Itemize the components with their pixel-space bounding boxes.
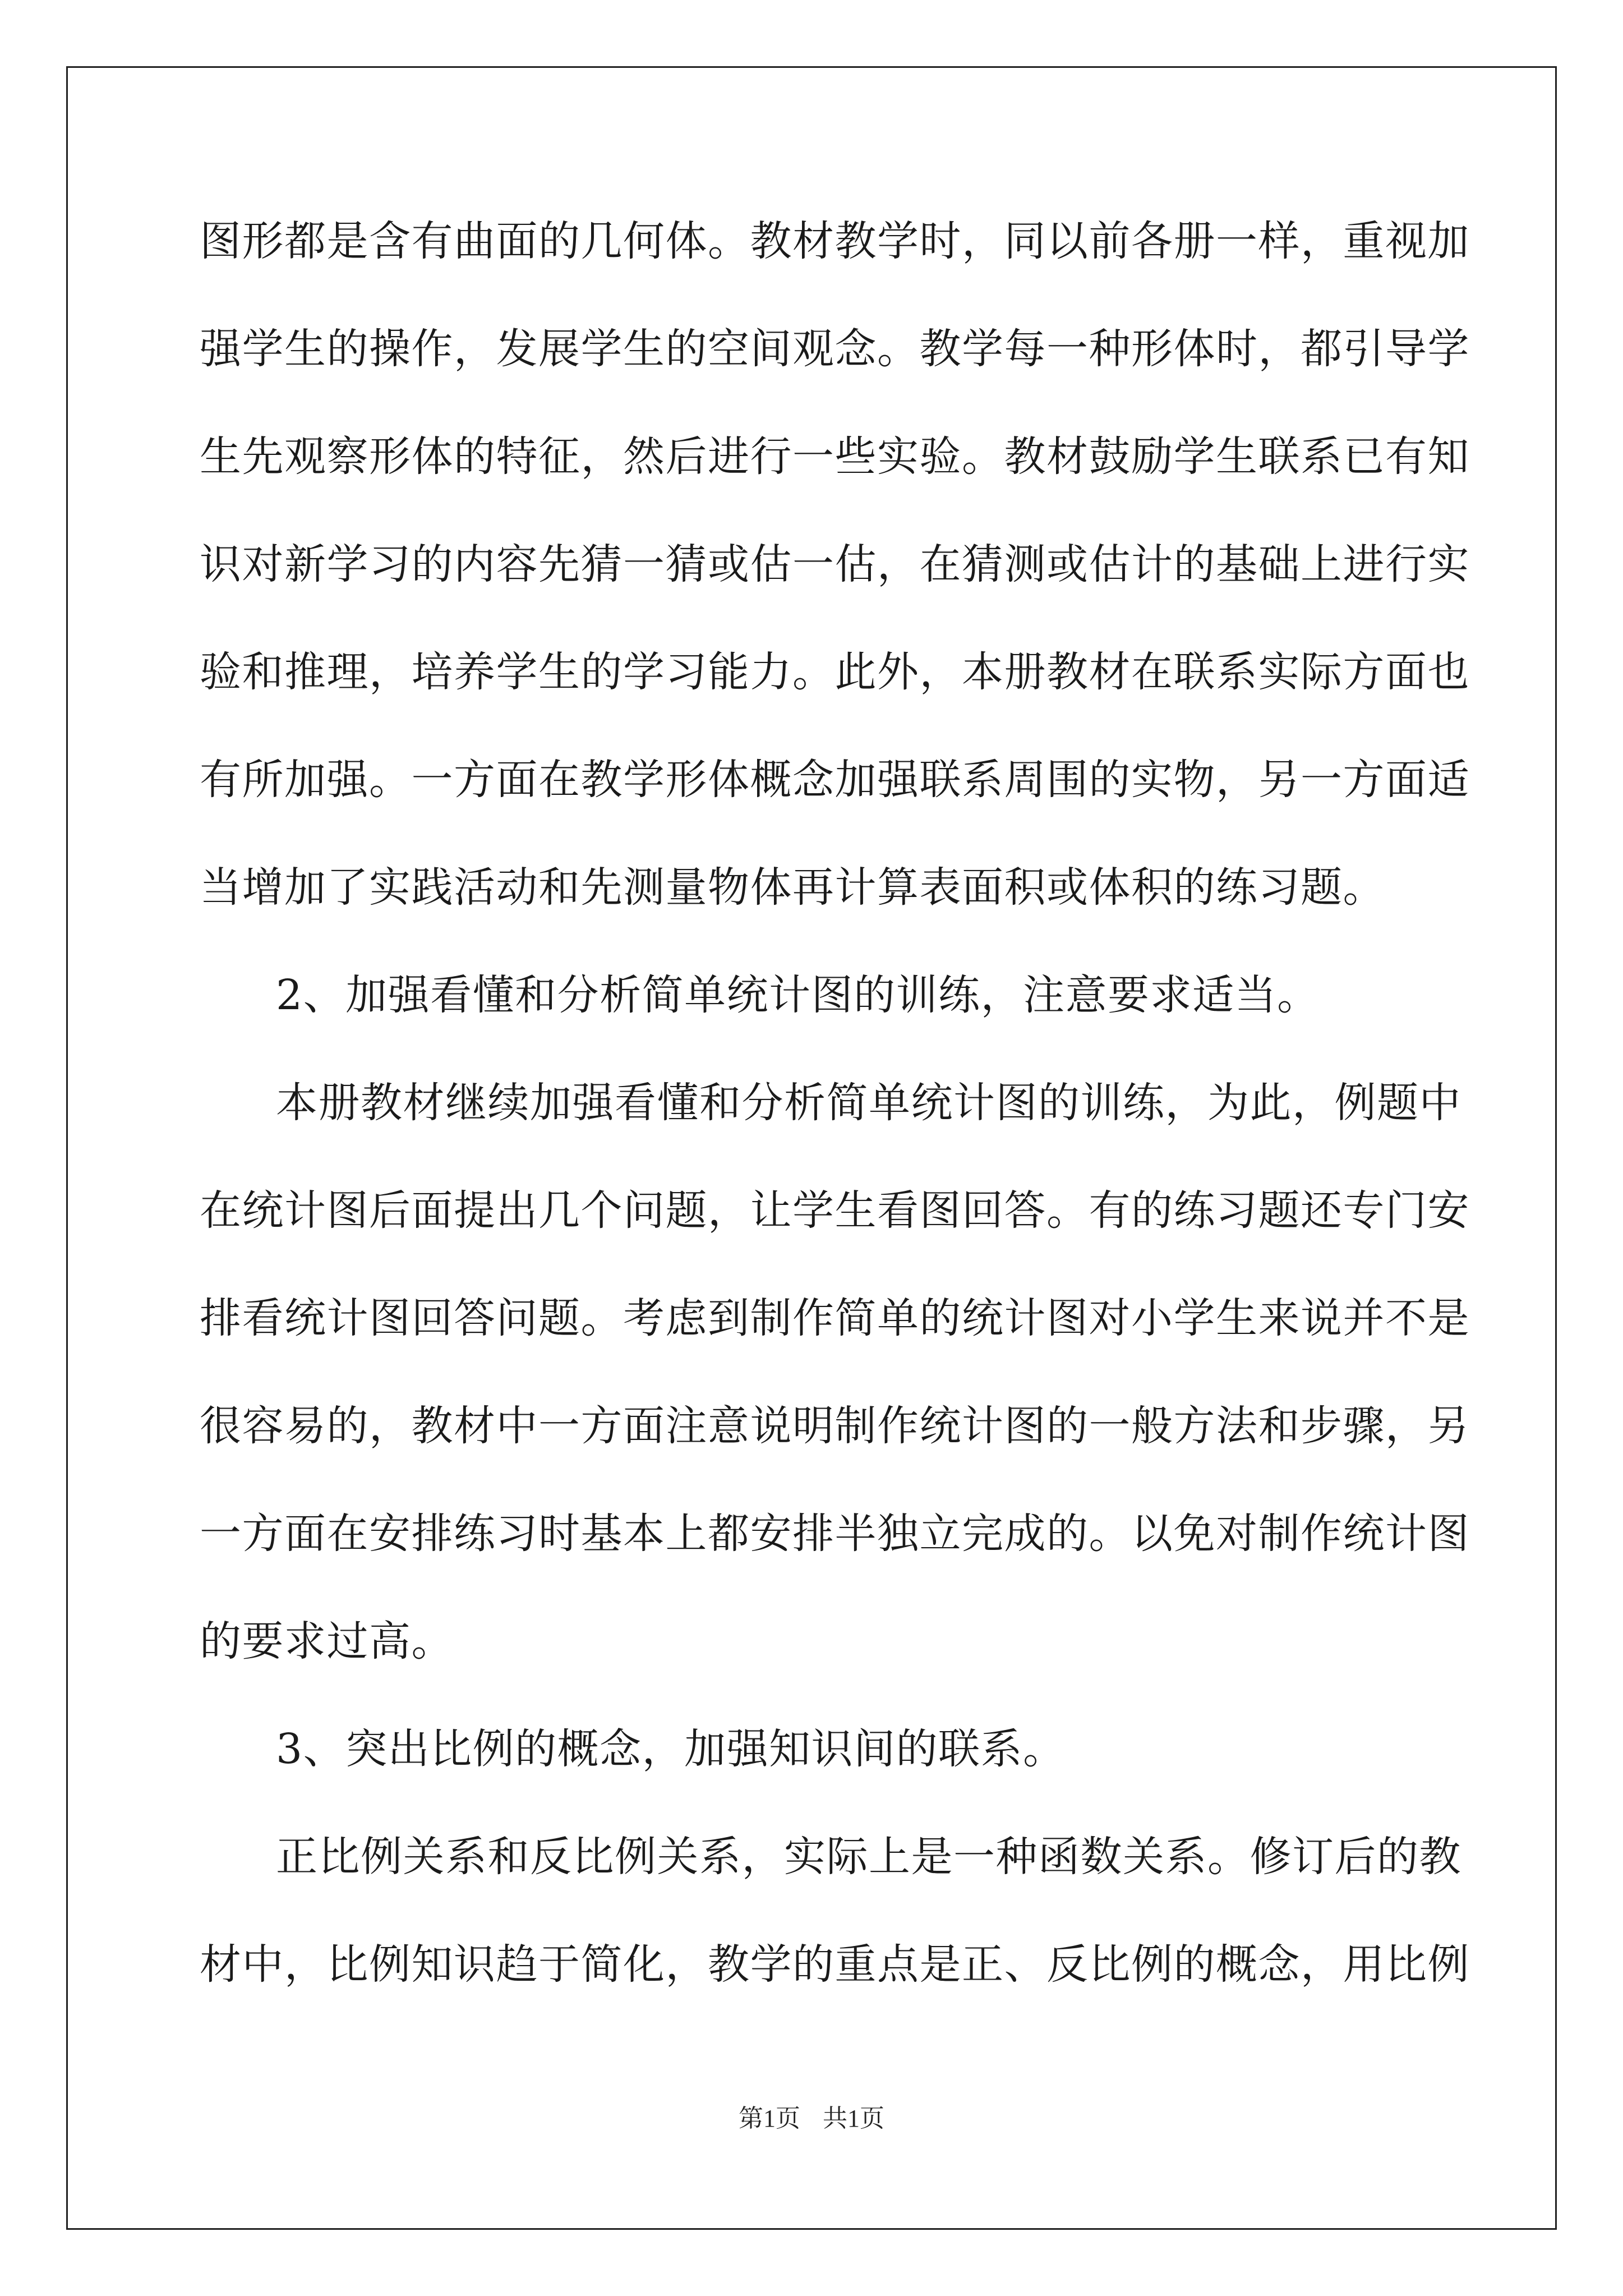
text-line: 材中，比例知识趋于简化，教学的重点是正、反比例的概念，用比例 <box>200 1940 1470 1989</box>
page-border <box>66 66 1557 2230</box>
text-line: 强学生的操作，发展学生的空间观念。教学每一种形体时，都引导学 <box>200 325 1470 373</box>
page-number-total: 共1页 <box>823 2105 884 2132</box>
text-line: 图形都是含有曲面的几何体。教材教学时，同以前各册一样，重视加 <box>200 217 1470 265</box>
text-line: 识对新学习的内容先猜一猜或估一估，在猜测或估计的基础上进行实 <box>200 540 1470 588</box>
text-line: 排看统计图回答问题。考虑到制作简单的统计图对小学生来说并不是 <box>200 1294 1470 1342</box>
text-line: 有所加强。一方面在教学形体概念加强联系周围的实物，另一方面适 <box>200 756 1470 804</box>
text-line: 很容易的，教材中一方面注意说明制作统计图的一般方法和步骤，另 <box>200 1402 1470 1450</box>
text-line: 生先观察形体的特征，然后进行一些实验。教材鼓励学生联系已有知 <box>200 432 1470 481</box>
text-line: 验和推理，培养学生的学习能力。此外，本册教材在联系实际方面也 <box>200 648 1470 696</box>
page-number-current: 第1页 <box>739 2105 800 2132</box>
page-footer <box>0 2098 1623 2134</box>
text-line: 正比例关系和反比例关系，实际上是一种函数关系。修订后的教 <box>276 1833 1461 1881</box>
text-line: 当增加了实践活动和先测量物体再计算表面积或体积的练习题。 <box>200 863 1385 912</box>
text-line: 本册教材继续加强看懂和分析简单统计图的训练，为此，例题中 <box>276 1079 1461 1127</box>
section-heading: 3、突出比例的概念，加强知识间的联系。 <box>276 1725 1066 1773</box>
section-heading: 2、加强看懂和分析简单统计图的训练，注意要求适当。 <box>276 971 1320 1019</box>
text-line: 在统计图后面提出几个问题，让学生看图回答。有的练习题还专门安 <box>200 1186 1470 1235</box>
text-line: 一方面在安排练习时基本上都安排半独立完成的。以免对制作统计图 <box>200 1510 1470 1558</box>
text-line: 的要求过高。 <box>200 1617 454 1665</box>
